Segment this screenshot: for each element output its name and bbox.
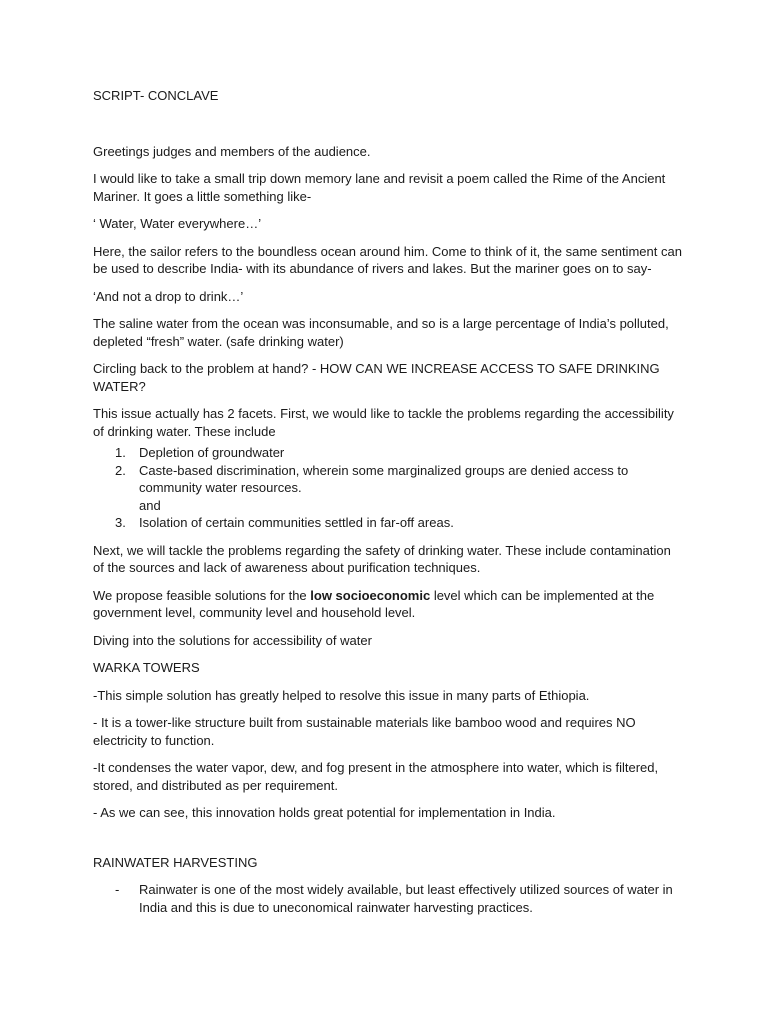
warka-towers-heading: WARKA TOWERS: [93, 660, 200, 675]
list-item: [93, 444, 683, 462]
list-item-text: Depletion of groundwater: [139, 445, 285, 460]
diving-paragraph: Diving into the solutions for accessibility of water: [93, 632, 372, 648]
propose-text-start: We propose feasible solutions for the: [93, 587, 311, 603]
rainwater-harvesting-heading: RAINWATER HARVESTING: [93, 854, 258, 870]
saline-paragraph: The saline water from the ocean was inconsumable, and so is a large percentage of India’s polluted, depleted “fresh” water. (safe drinking water): [93, 316, 669, 349]
list-number: 2.: [115, 462, 126, 478]
propose-paragraph: [93, 587, 683, 622]
intro-paragraph: I would like to take a small trip down memory lane and revisit a poem called the Rime of the Ancient Mariner. It goes a little something like-: [93, 171, 666, 204]
list-number: 1.: [115, 445, 126, 460]
problems-list: [93, 444, 683, 532]
list-item-text: Rainwater is one of the most widely available, but least effectively utilized sources of water in India and this is due to uneconomical rainwater harvesting practices.: [139, 882, 673, 915]
list-item: [93, 881, 683, 916]
next-paragraph: Next, we will tackle the problems regarding the safety of drinking water. These include contamination of the sources and lack of awareness about purification techniques.: [93, 542, 671, 575]
facets-paragraph: This issue actually has 2 facets. First, we would like to tackle the problems regarding the accessibility of drinking water. These include: [93, 406, 674, 439]
document-body: [93, 87, 683, 916]
list-dash: -: [115, 882, 120, 897]
quote-water-everywhere: ‘ Water, Water everywhere…’: [93, 216, 262, 231]
warka-point: - It is a tower-like structure built from sustainable materials like bamboo wood and requires NO electricity to function.: [93, 715, 636, 748]
sailor-paragraph: Here, the sailor refers to the boundless ocean around him. Come to think of it, the same sentiment can be used to describe India- with its abundance of rivers and lakes. But the mariner goes on to say-: [93, 243, 682, 276]
warka-point: -This simple solution has greatly helped to resolve this issue in many parts of Ethiopia.: [93, 687, 590, 703]
rainwater-list: [93, 881, 683, 916]
circling-back-paragraph: Circling back to the problem at hand? - HOW CAN WE INCREASE ACCESS TO SAFE DRINKING WATER?: [93, 361, 660, 394]
document-title: SCRIPT- CONCLAVE: [93, 88, 219, 103]
list-item: [93, 514, 683, 532]
list-item-text: Caste-based discrimination, wherein some marginalized groups are denied access to community water resources.: [139, 462, 629, 495]
warka-point: -It condenses the water vapor, dew, and fog present in the atmosphere into water, which is filtered, stored, and distributed as per requirement.: [93, 760, 659, 793]
propose-text-end: level which can be implemented at the government level, community level and household level.: [93, 587, 655, 620]
warka-point: - As we can see, this innovation holds great potential for implementation in India.: [93, 805, 556, 820]
list-item-text: Isolation of certain communities settled in far-off areas.: [139, 515, 454, 530]
greeting-paragraph: Greetings judges and members of the audience.: [93, 143, 371, 159]
list-item-conjunction: and: [139, 497, 161, 513]
list-item: [93, 462, 683, 515]
list-number: 3.: [115, 515, 126, 530]
quote-not-a-drop: ‘And not a drop to drink…’: [93, 288, 244, 304]
propose-bold-text: low socioeconomic: [310, 587, 431, 603]
